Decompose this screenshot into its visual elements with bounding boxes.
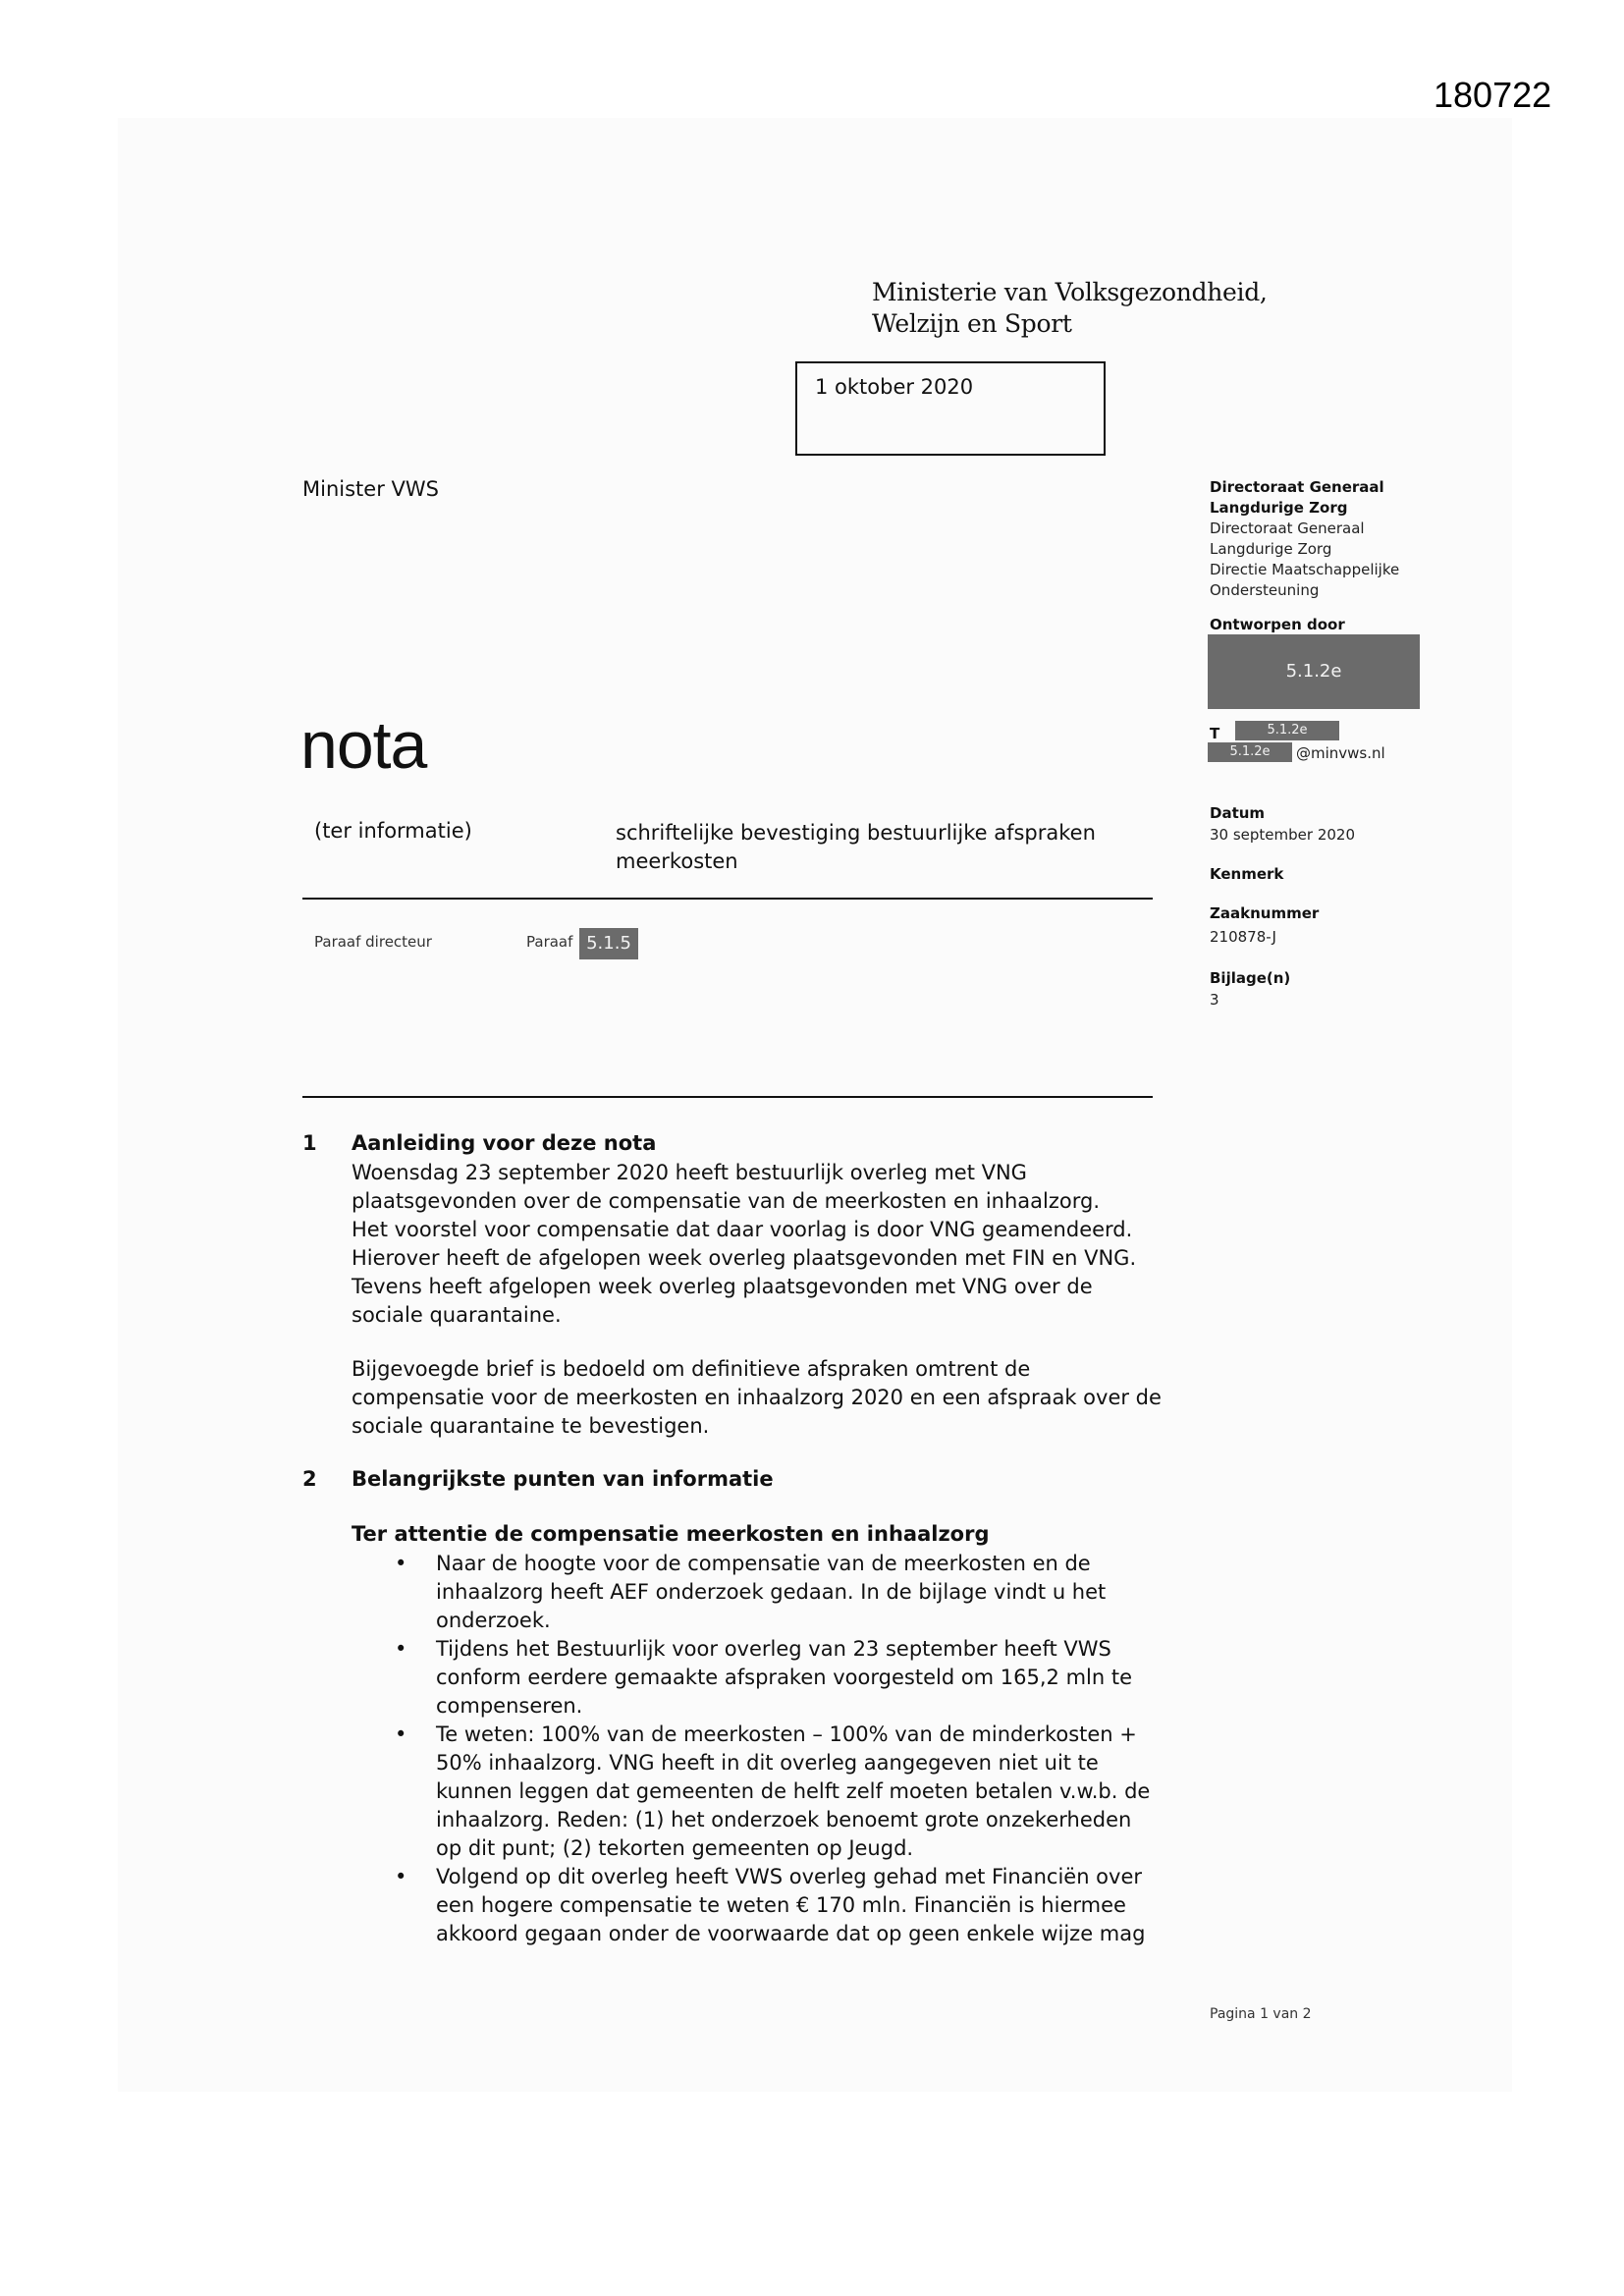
bullet-icon: • bbox=[395, 1637, 407, 1661]
department-line-1: Directoraat Generaal bbox=[1210, 519, 1365, 537]
phone-label: T bbox=[1210, 725, 1220, 742]
letterhead-line-2: Welzijn en Sport bbox=[872, 309, 1072, 338]
redacted-initials: 5.1.5 bbox=[579, 928, 638, 959]
bullet-icon: • bbox=[395, 1552, 407, 1575]
date-stamp-text: 1 oktober 2020 bbox=[815, 375, 974, 399]
bullet-icon: • bbox=[395, 1722, 407, 1746]
section-paragraph: Woensdag 23 september 2020 heeft bestuurlijk overleg met VNG plaatsgevonden over de compensatie van de meerkosten en inhaalzorg. Het voorstel voor compensatie dat daar voorlag is door VNG geamendeerd. Hierover heeft de afgelopen week overleg plaatsgevonden met FIN en VNG. Tevens heeft afgelopen week overleg plaatsgevonden met VNG over de sociale quarantaine. bbox=[352, 1161, 1137, 1327]
case-number-label: Zaaknummer bbox=[1210, 904, 1320, 922]
note-type: (ter informatie) bbox=[314, 819, 472, 843]
divider-top bbox=[302, 898, 1153, 900]
department-bold-1: Directoraat Generaal bbox=[1210, 478, 1384, 496]
department-line-3: Directie Maatschappelijke bbox=[1210, 561, 1400, 578]
bullet-icon: • bbox=[395, 1865, 407, 1888]
section-subheading: Ter attentie de compensatie meerkosten en inhaalzorg bbox=[352, 1522, 990, 1546]
department-line-2: Langdurige Zorg bbox=[1210, 540, 1332, 558]
section-heading: Belangrijkste punten van informatie bbox=[352, 1467, 774, 1491]
designed-by-label: Ontworpen door bbox=[1210, 616, 1345, 633]
divider-bottom bbox=[302, 1096, 1153, 1098]
list-item: • Naar de hoogte voor de compensatie van de meerkosten en de inhaalzorg heeft AEF onderzoek gedaan. In de bijlage vindt u het onderzoek. bbox=[395, 1552, 1107, 1632]
page-number: Pagina 1 van 2 bbox=[1210, 2006, 1312, 2022]
date-value: 30 september 2020 bbox=[1210, 826, 1356, 844]
reference-label: Kenmerk bbox=[1210, 865, 1284, 883]
department-bold-2: Langdurige Zorg bbox=[1210, 499, 1348, 517]
date-stamp-box bbox=[795, 361, 1106, 456]
attachments-label: Bijlage(n) bbox=[1210, 969, 1291, 987]
list-item: • Tijdens het Bestuurlijk voor overleg van 23 september heeft VWS conform eerdere gemaakte afspraken voorgesteld om 165,2 mln te compenseren. bbox=[395, 1637, 1133, 1718]
attachments-value: 3 bbox=[1210, 991, 1219, 1009]
department-line-4: Ondersteuning bbox=[1210, 581, 1320, 599]
section-number: 1 bbox=[302, 1131, 317, 1155]
email-domain: @minvws.nl bbox=[1296, 744, 1385, 762]
redacted-phone: 5.1.2e bbox=[1235, 721, 1339, 740]
initials-label: Paraaf bbox=[526, 933, 573, 951]
section-number: 2 bbox=[302, 1467, 317, 1491]
list-item: • Te weten: 100% van de meerkosten – 100% van de minderkosten + 50% inhaalzorg. VNG heeft in dit overleg aangegeven niet uit te kunnen leggen dat gemeenten de helft zelf moeten betalen v.w.b. de inhaalzorg. Reden: (1) het onderzoek benoemt grote onzekerheden op dit punt; (2) tekorten gemeenten op Jeugd. bbox=[395, 1722, 1151, 1860]
list-item: • Volgend op dit overleg heeft VWS overleg gehad met Financiën over een hogere compensatie te weten € 170 mln. Financiën is hiermee akkoord gegaan onder de voorwaarde dat op geen enkele wijze mag bbox=[395, 1865, 1146, 1945]
ministry-letterhead bbox=[872, 277, 1268, 340]
letterhead-line-1: Ministerie van Volksgezondheid, bbox=[872, 278, 1268, 306]
subject: schriftelijke bevestiging bestuurlijke afspraken meerkosten bbox=[616, 821, 1096, 873]
section-heading: Aanleiding voor deze nota bbox=[352, 1131, 657, 1155]
section-paragraph: Bijgevoegde brief is bedoeld om definitieve afspraken omtrent de compensatie voor de meerkosten en inhaalzorg 2020 en een afspraak over de sociale quarantaine te bevestigen. bbox=[352, 1357, 1162, 1438]
redacted-author: 5.1.2e bbox=[1208, 634, 1420, 709]
sidebar-department bbox=[1210, 477, 1399, 601]
recipient: Minister VWS bbox=[302, 477, 439, 501]
date-label: Datum bbox=[1210, 804, 1266, 822]
redacted-email: 5.1.2e bbox=[1208, 742, 1292, 762]
bullet-list bbox=[395, 1550, 1180, 1948]
document-id: 180722 bbox=[1434, 75, 1552, 115]
director-initials-label: Paraaf directeur bbox=[314, 933, 432, 951]
document-title: nota bbox=[300, 708, 427, 783]
case-number-value: 210878-J bbox=[1210, 928, 1276, 946]
